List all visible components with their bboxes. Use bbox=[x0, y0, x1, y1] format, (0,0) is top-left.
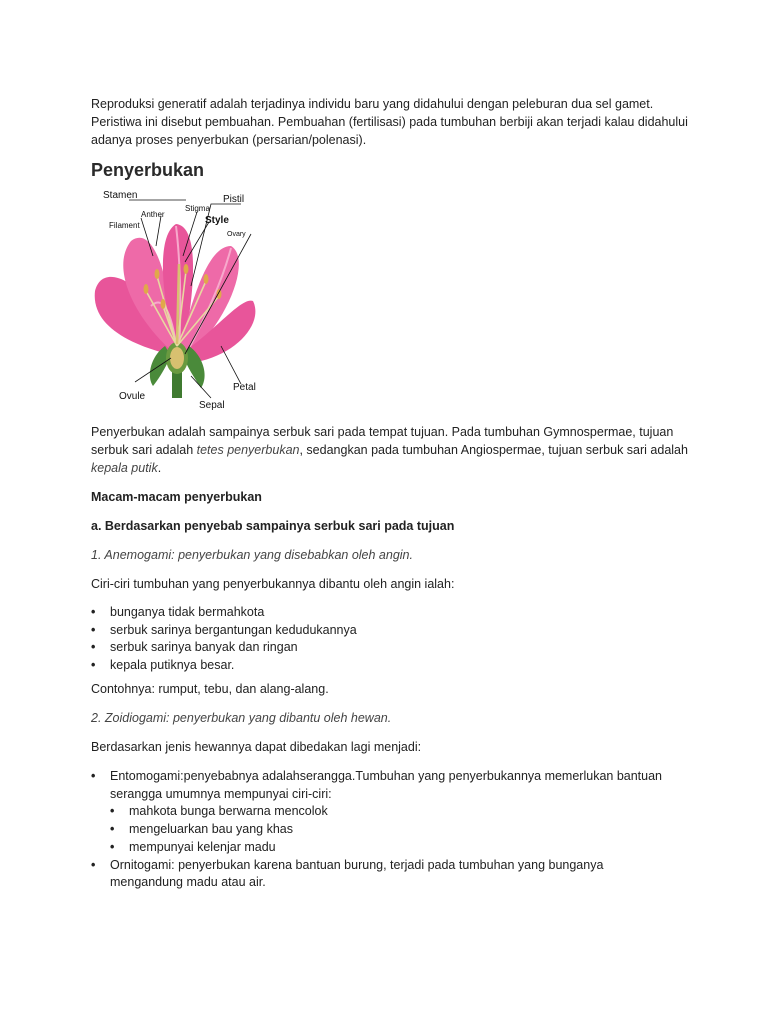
entomogami-text: Entomogami:penyebabnya adalahserangga.Tumbuhan yang penyerbukannya memerlukan bantuan serangga umumnya mempunyai ciri-ciri: bbox=[110, 769, 663, 801]
list-item: • mengeluarkan bau yang khas bbox=[110, 821, 671, 839]
list-item: • serbuk sarinya bergantungan kedudukannya bbox=[91, 622, 691, 640]
intro-paragraph: Reproduksi generatif adalah terjadinya individu baru yang didahului dengan peleburan dua sel gamet. Peristiwa ini disebut pembuahan. Pembuahan (fertilisasi) pada tumbuhan berbiji akan terjadi kalau didahului adanya proses penyerbukan (persarian/polenasi). bbox=[91, 97, 688, 147]
label-anther: Anther bbox=[141, 210, 165, 219]
jenis-list bbox=[91, 768, 671, 892]
flower-illustration bbox=[91, 186, 263, 410]
definition-text-3: . bbox=[157, 461, 162, 475]
definition-paragraph bbox=[91, 423, 691, 477]
definition-text-2: , sedangkan pada tumbuhan Angiospermae, tujuan serbuk sari adalah bbox=[299, 443, 688, 457]
label-ovary: Ovary bbox=[227, 231, 246, 238]
section-heading: Penyerbukan bbox=[91, 160, 205, 180]
definition-term-2: kepala putik bbox=[91, 461, 158, 475]
label-stigma: Stigma bbox=[185, 204, 210, 213]
list-item-entomogami bbox=[91, 768, 671, 857]
list-item: • mempunyai kelenjar madu bbox=[110, 839, 671, 857]
anemogami-line: 1. Anemogami: penyerbukan yang disebabkan oleh angin. bbox=[91, 548, 413, 562]
definition-text-1: Penyerbukan adalah sampainya serbuk sari pada tempat tujuan. Pada tumbuhan Gymnospermae, tujuan serbuk sari adalah bbox=[91, 425, 674, 457]
label-pistil: Pistil bbox=[223, 194, 245, 205]
flower-diagram bbox=[91, 186, 263, 410]
label-style: Style bbox=[205, 215, 229, 226]
list-item: • kepala putiknya besar. bbox=[91, 657, 691, 675]
subheading-section-a: a. Berdasarkan penyebab sampainya serbuk sari pada tujuan bbox=[91, 519, 455, 533]
list-item: • bunganya tidak bermahkota bbox=[91, 604, 691, 622]
label-filament: Filament bbox=[109, 221, 140, 230]
ciri-list bbox=[91, 604, 691, 675]
definition-term-1: tetes penyerbukan bbox=[196, 443, 300, 457]
jenis-intro: Berdasarkan jenis hewannya dapat dibedakan lagi menjadi: bbox=[91, 740, 422, 754]
list-item: • serbuk sarinya banyak dan ringan bbox=[91, 639, 691, 657]
contoh-line: Contohnya: rumput, tebu, dan alang-alang. bbox=[91, 682, 329, 696]
label-stamen: Stamen bbox=[103, 190, 138, 201]
list-item: • mahkota bunga berwarna mencolok bbox=[110, 803, 671, 821]
list-item-ornitogami: • Ornitogami: penyerbukan karena bantuan burung, terjadi pada tumbuhan yang bunganya mengandung madu atau air. bbox=[91, 857, 671, 892]
label-ovule: Ovule bbox=[119, 391, 146, 402]
subheading-macam: Macam-macam penyerbukan bbox=[91, 490, 262, 504]
label-petal: Petal bbox=[233, 382, 256, 393]
zoidiogami-line: 2. Zoidiogami: penyerbukan yang dibantu oleh hewan. bbox=[91, 711, 392, 725]
ciri-intro: Ciri-ciri tumbuhan yang penyerbukannya dibantu oleh angin ialah: bbox=[91, 577, 455, 591]
entomogami-sublist bbox=[110, 803, 671, 856]
label-sepal: Sepal bbox=[199, 400, 225, 410]
